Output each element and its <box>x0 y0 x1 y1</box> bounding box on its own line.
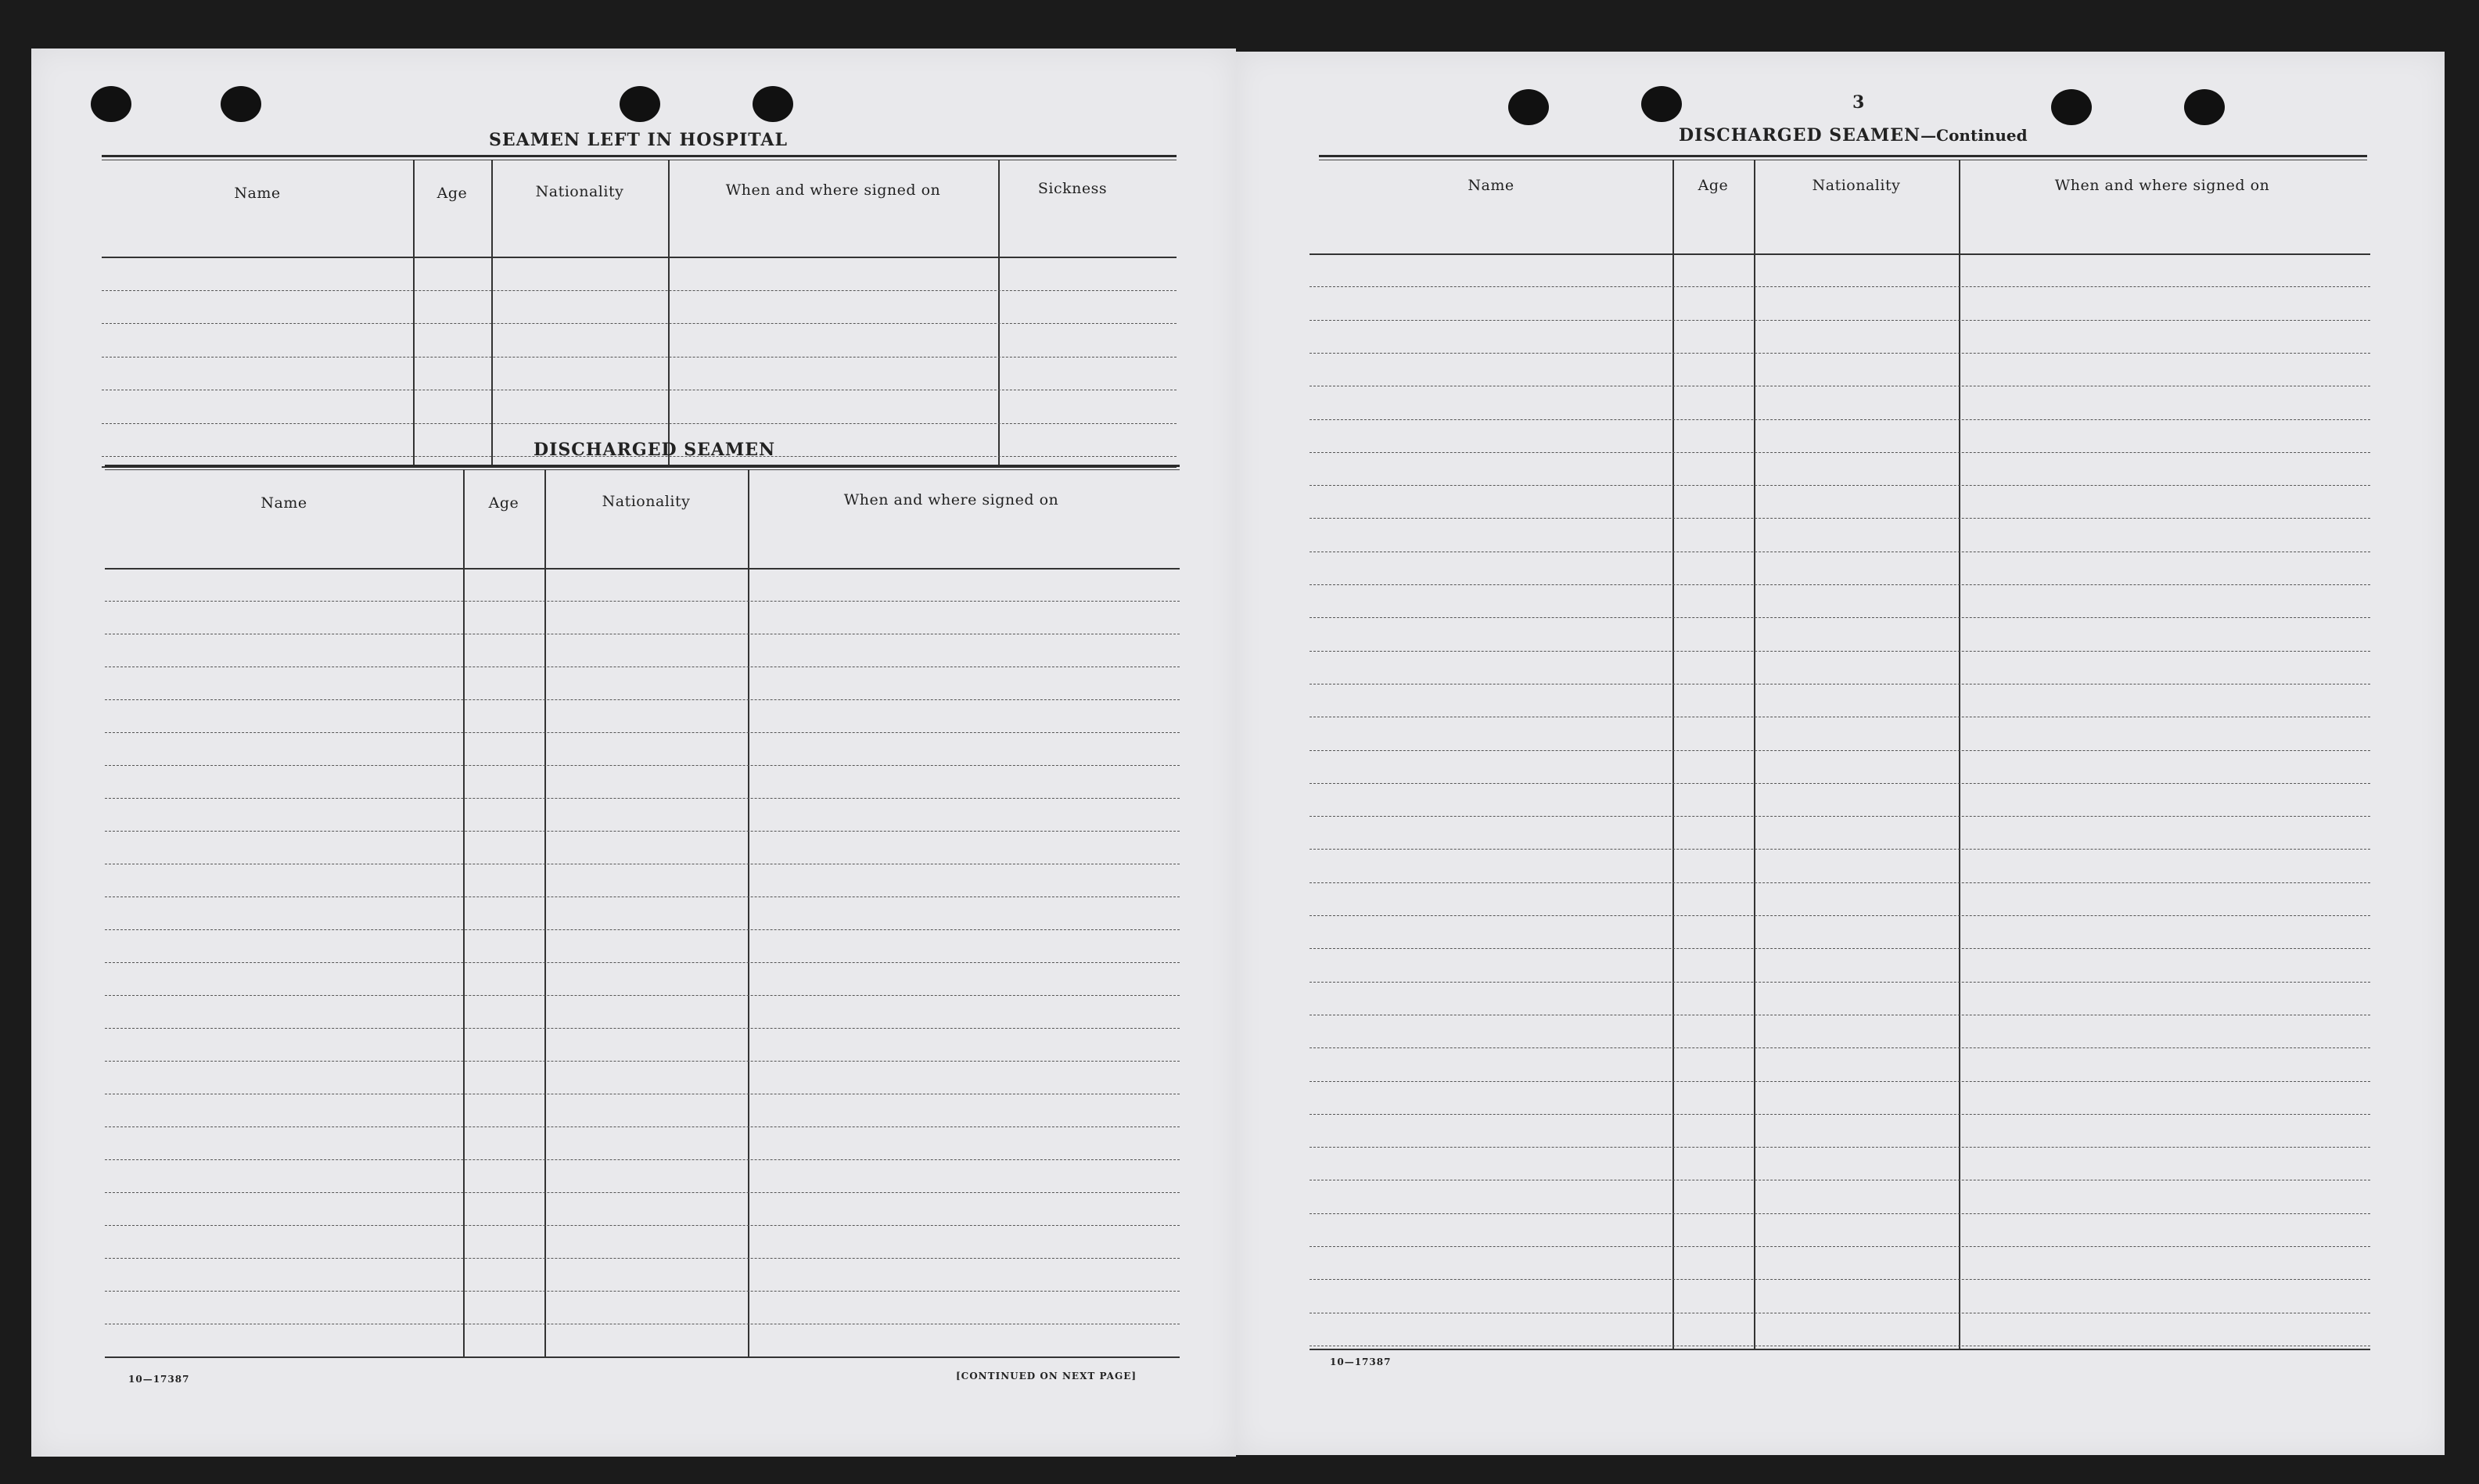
entry-line <box>102 323 1177 324</box>
header-rule <box>105 568 1180 570</box>
column-divider <box>668 160 670 466</box>
entry-line <box>105 699 1180 700</box>
entry-line <box>1310 750 2370 751</box>
continued-col-age: Age <box>1698 177 1729 194</box>
entry-line <box>105 1126 1180 1127</box>
column-divider <box>748 469 749 1356</box>
entry-line <box>105 1258 1180 1259</box>
continued-col-name: Name <box>1468 177 1514 194</box>
continued-col-signed-on: When and where signed on <box>2054 177 2270 194</box>
continued-note: [CONTINUED ON NEXT PAGE] <box>956 1371 1137 1382</box>
entry-line <box>1310 783 2370 784</box>
entry-line <box>105 831 1180 832</box>
entry-line <box>105 1225 1180 1226</box>
table-bottom-rule <box>105 1356 1180 1358</box>
continued-top-rule <box>1319 155 2367 157</box>
entry-line <box>1310 1114 2370 1115</box>
header-rule <box>102 257 1177 258</box>
discharged-col-signed-on: When and where signed on <box>843 491 1059 508</box>
entry-line <box>1310 452 2370 453</box>
entry-line <box>105 1192 1180 1193</box>
entry-line <box>1310 617 2370 618</box>
continued-table <box>1310 160 2370 1358</box>
header-rule <box>1310 253 2370 255</box>
entry-line <box>1310 1047 2370 1048</box>
entry-line <box>1310 584 2370 585</box>
entry-line <box>105 1028 1180 1029</box>
discharged-section-title: DISCHARGED SEAMEN <box>534 440 776 460</box>
hospital-top-rule <box>102 155 1177 157</box>
entry-line <box>102 290 1177 291</box>
entry-line <box>1310 320 2370 321</box>
table-bottom-rule <box>1310 1349 2370 1350</box>
discharged-col-age: Age <box>488 494 519 512</box>
entry-line <box>105 765 1180 766</box>
entry-line <box>1310 982 2370 983</box>
column-divider <box>463 469 465 1356</box>
entry-line <box>1310 1081 2370 1082</box>
entry-line <box>1310 1279 2370 1280</box>
left-page <box>31 49 1236 1457</box>
entry-line <box>105 1291 1180 1292</box>
entry-line <box>105 1159 1180 1160</box>
entry-line <box>1310 816 2370 817</box>
entry-line <box>1310 882 2370 883</box>
column-divider <box>491 160 493 466</box>
entry-line <box>1310 353 2370 354</box>
hospital-col-signed-on: When and where signed on <box>725 181 941 199</box>
entry-line <box>1310 948 2370 949</box>
hospital-table <box>102 160 1177 476</box>
column-divider <box>544 469 546 1356</box>
entry-line <box>102 357 1177 358</box>
hospital-col-age: Age <box>437 185 468 202</box>
punch-hole <box>1508 89 1549 125</box>
continued-col-nationality: Nationality <box>1812 177 1901 194</box>
entry-line <box>105 732 1180 733</box>
column-divider <box>998 160 1000 466</box>
entry-line <box>1310 286 2370 287</box>
page-number: 3 <box>1852 92 1865 113</box>
punch-hole <box>2184 89 2225 125</box>
continued-suffix: —Continued <box>1920 126 2028 145</box>
discharged-col-nationality: Nationality <box>602 493 691 510</box>
entry-line <box>1310 651 2370 652</box>
punch-hole <box>2051 89 2092 125</box>
entry-line <box>1310 1246 2370 1247</box>
entry-line <box>1310 684 2370 685</box>
column-divider <box>1754 160 1755 1349</box>
discharged-continued-title <box>1679 125 2028 146</box>
form-code: 10—17387 <box>128 1374 190 1385</box>
punch-hole <box>620 86 660 122</box>
hospital-section-title: SEAMEN LEFT IN HOSPITAL <box>489 130 788 150</box>
entry-line <box>102 423 1177 424</box>
entry-line <box>1310 419 2370 420</box>
discharged-continued-title-main: DISCHARGED SEAMEN <box>1679 125 1921 146</box>
column-divider <box>1959 160 1960 1349</box>
entry-line <box>105 1061 1180 1062</box>
hospital-col-sickness: Sickness <box>1037 180 1108 197</box>
punch-hole <box>1641 86 1682 122</box>
column-divider <box>413 160 415 466</box>
discharged-table <box>105 469 1180 1363</box>
entry-line <box>105 929 1180 930</box>
entry-line <box>1310 1147 2370 1148</box>
entry-line <box>1310 485 2370 486</box>
entry-line <box>1310 915 2370 916</box>
entry-line <box>105 962 1180 963</box>
punch-hole <box>753 86 793 122</box>
entry-line <box>105 798 1180 799</box>
entry-line <box>105 995 1180 996</box>
discharged-top-rule <box>105 465 1180 467</box>
entry-line <box>1310 518 2370 519</box>
form-code: 10—17387 <box>1330 1356 1392 1367</box>
entry-line <box>1310 849 2370 850</box>
punch-hole <box>221 86 261 122</box>
hospital-col-nationality: Nationality <box>535 183 624 200</box>
entry-line <box>1310 1213 2370 1214</box>
entry-line <box>105 601 1180 602</box>
punch-hole <box>91 86 131 122</box>
discharged-col-name: Name <box>260 494 307 512</box>
right-page <box>1236 52 2445 1455</box>
hospital-col-name: Name <box>234 185 281 202</box>
column-divider <box>1672 160 1674 1349</box>
